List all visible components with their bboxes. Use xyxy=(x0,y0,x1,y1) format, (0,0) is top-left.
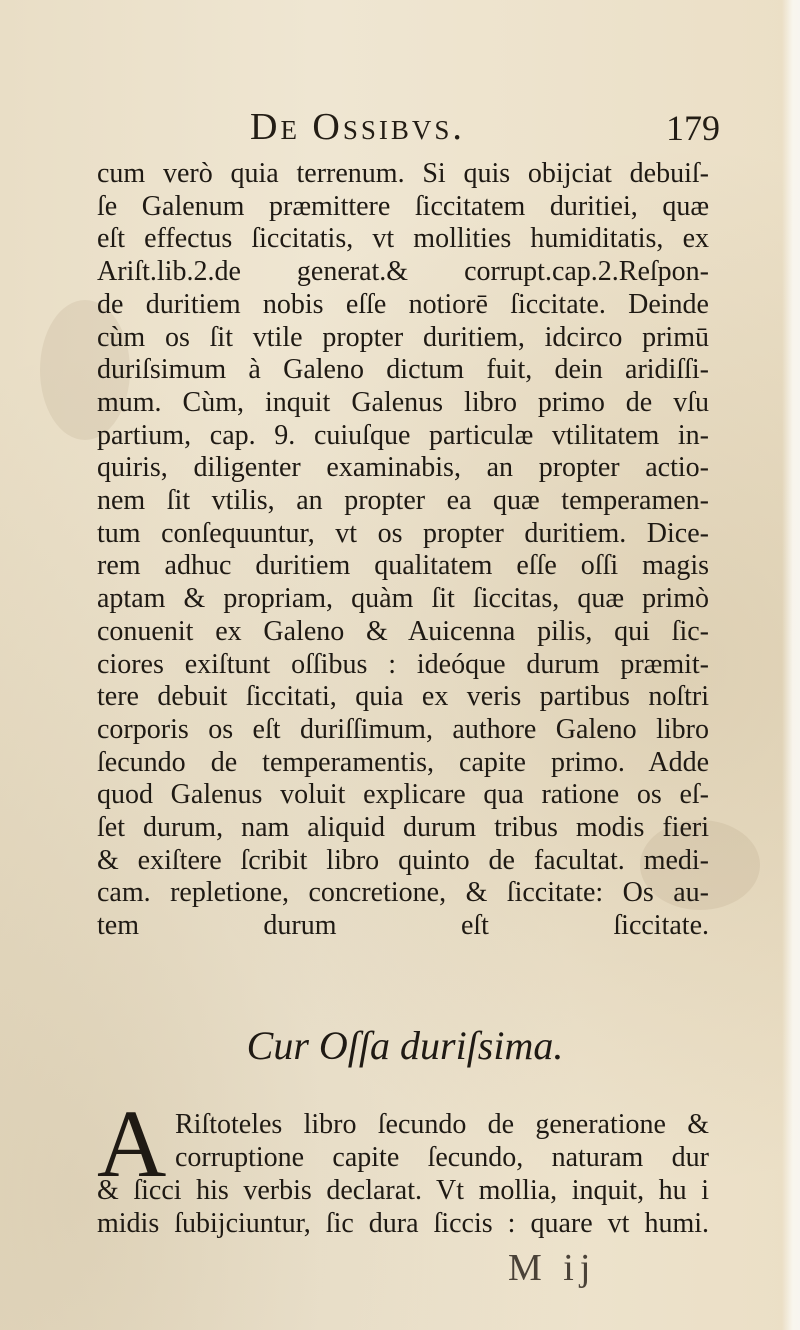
text-line: tem durum eſt ſiccitate. xyxy=(97,910,709,942)
text-line: tum conſequuntur, vt os propter duritiem. Dice- xyxy=(97,517,709,549)
text-line: duriſsimum à Galeno dictum fuit, dein aridiſſi- xyxy=(97,354,709,386)
text-line: rem adhuc duritiem qualitatem eſſe oſſi magis xyxy=(97,550,709,582)
text-line: quiris, diligenter examinabis, an propter actio- xyxy=(97,452,709,484)
text-line: nem ſit vtilis, an propter ea quæ temperamen- xyxy=(97,485,709,517)
second-paragraph xyxy=(97,1090,709,1248)
text-line: ſe Galenum præmittere ſiccitatem duritiei, quæ xyxy=(97,190,709,222)
text-line: ſet durum, nam aliquid durum tribus modis fieri xyxy=(97,812,709,844)
text-line: midis ſubijciuntur, ſic dura ſiccis : quare vt humi. xyxy=(97,1208,709,1239)
text-line: cùm os ſit vtile propter duritiem, idcirco primū xyxy=(97,321,709,353)
second-paragraph-lines xyxy=(97,1108,709,1240)
page-edge xyxy=(782,0,800,1330)
text-line: cam. repletione, concretione, & ſiccitate: Os au- xyxy=(97,877,709,909)
signature-mark: M ij xyxy=(508,1247,597,1289)
text-line: aptam & propriam, quàm ſit ſiccitas, quæ primò xyxy=(97,583,709,615)
text-line: cum verò quia terrenum. Si quis obijciat debuiſ- xyxy=(97,158,709,189)
running-title: De Ossibvs. xyxy=(250,106,465,148)
body-paragraph xyxy=(97,158,709,943)
text-line: eſt effectus ſiccitatis, vt mollities humiditatis, ex xyxy=(97,223,709,255)
text-line: de duritiem nobis eſſe notiorē ſiccitate. Deinde xyxy=(97,288,709,320)
text-line: partium, cap. 9. cuiuſque particulæ vtilitatem in- xyxy=(97,419,709,451)
page-header xyxy=(250,105,720,155)
text-line: Ariſt.lib.2.de generat.& corrupt.cap.2.Reſpon- xyxy=(97,256,709,288)
drop-cap: A xyxy=(97,1090,167,1197)
text-line: ciores exiſtunt oſſibus : ideóque durum præmit- xyxy=(97,648,709,680)
text-line: tere debuit ſiccitati, quia ex veris partibus noſtri xyxy=(97,681,709,713)
section-heading: Cur Oſſa duriſsima. xyxy=(246,1023,564,1068)
text-line: ſecundo de temperamentis, capite primo. Adde xyxy=(97,746,709,778)
text-line: & ſicci his verbis declarat. Vt mollia, inquit, hu i xyxy=(97,1175,709,1206)
text-line: conuenit ex Galeno & Auicenna pilis, qui ſic- xyxy=(97,615,709,647)
text-line: mum. Cùm, inquit Galenus libro primo de vſu xyxy=(97,386,709,418)
text-line: quod Galenus voluit explicare qua ratione os eſ- xyxy=(97,779,709,811)
page-number: 179 xyxy=(666,108,720,148)
text-line: & exiſtere ſcribit libro quinto de facultat. medi- xyxy=(97,844,709,876)
text-line: corporis os eſt duriſſimum, authore Galeno libro xyxy=(97,713,709,745)
text-line: Riſtoteles libro ſecundo de generatione & xyxy=(175,1109,709,1140)
text-line: corruptione capite ſecundo, naturam dur xyxy=(175,1142,709,1173)
